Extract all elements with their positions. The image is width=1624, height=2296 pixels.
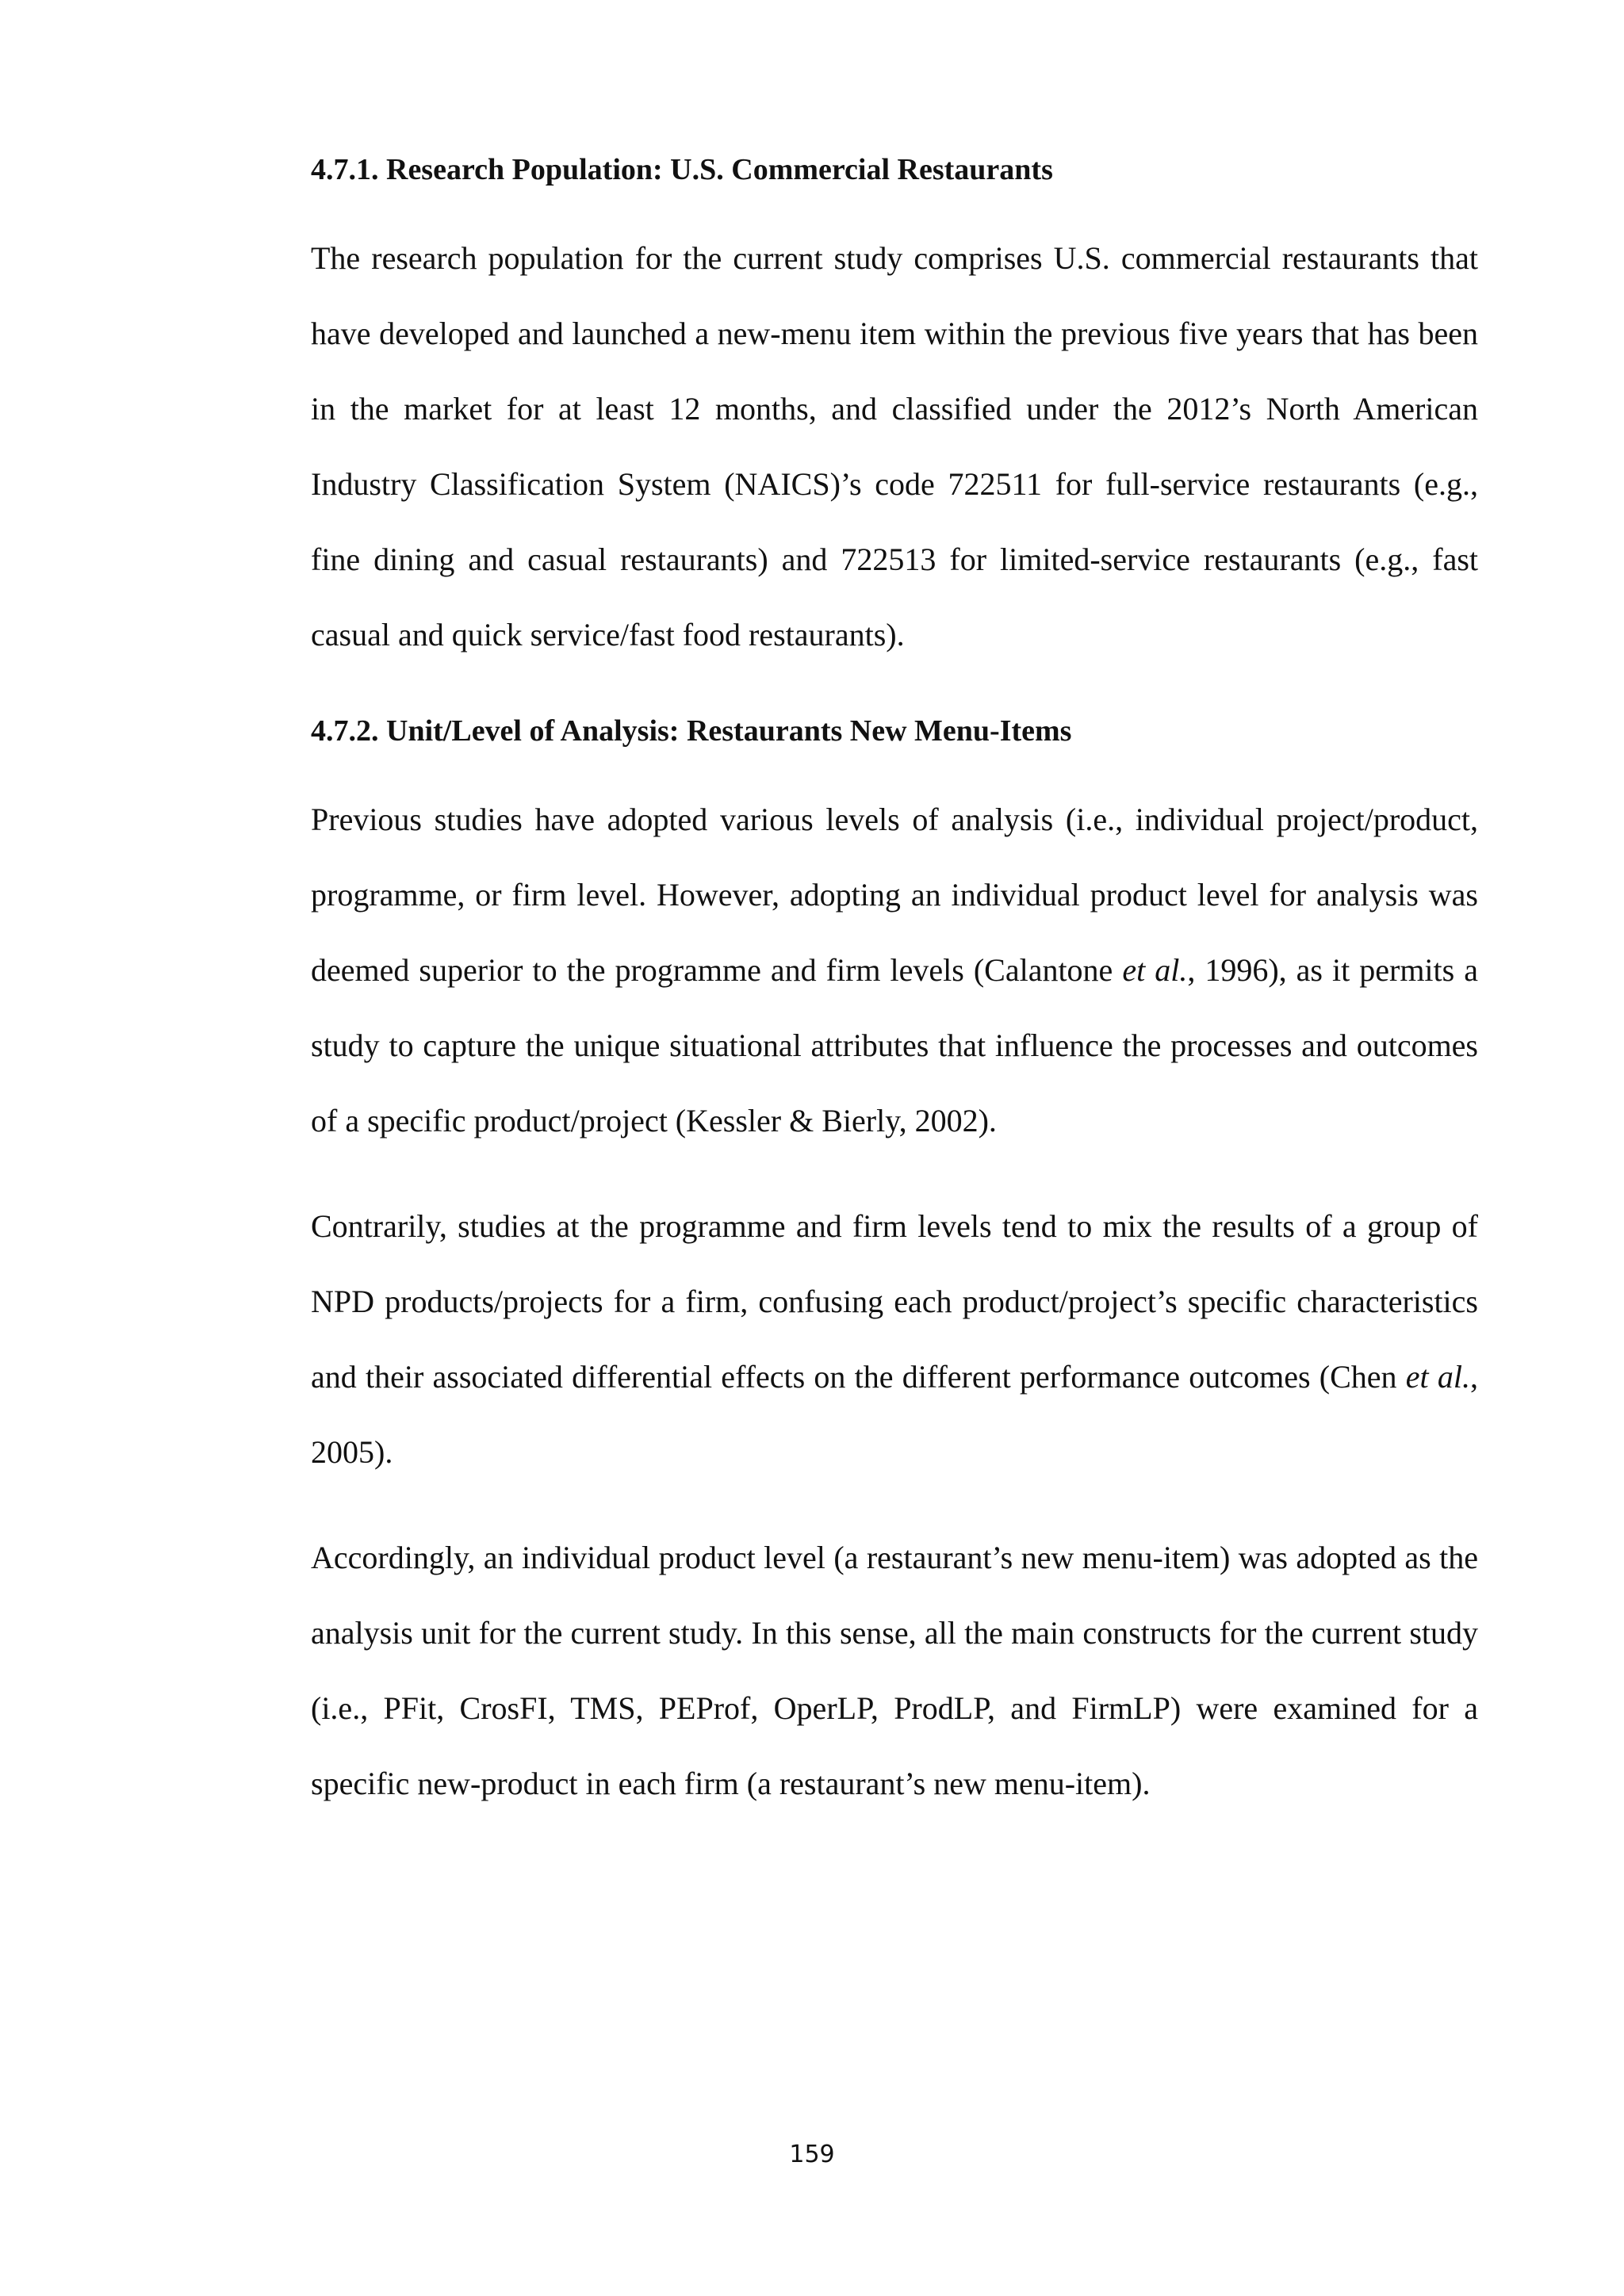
paragraph-text: Contrarily, studies at the programme and firm levels tend to mix the results of a group of NPD products/projects for a firm, confusing each product/project’s specific characteristics and their associated differential effects on the different performance outcomes (Chen bbox=[311, 1208, 1478, 1395]
page-number: 159 bbox=[789, 2141, 835, 2168]
section-heading-unit-of-analysis: 4.7.2. Unit/Level of Analysis: Restaurants New Menu-Items bbox=[311, 714, 1072, 748]
section-heading-research-population: 4.7.1. Research Population: U.S. Commercial Restaurants bbox=[311, 153, 1053, 186]
paragraph-analysis-unit: Accordingly, an individual product level (a restaurant’s new menu-item) was adopted as the analysis unit for the current study. In this sense, all the main constructs for the current study (i.e., PFit, CrosFI, TMS, PEProf, OperLP, ProdLP, and FirmLP) were examined for a specific new-product in each firm (a restaurant’s new menu-item). bbox=[311, 1540, 1478, 1801]
paragraph-levels-of-analysis bbox=[311, 782, 1478, 1158]
italic-citation: et al. bbox=[1405, 1359, 1470, 1395]
document-page bbox=[311, 151, 1478, 1821]
paragraph-text: , 2005). bbox=[311, 1359, 1478, 1470]
paragraph-programme-firm-levels bbox=[311, 1188, 1478, 1490]
italic-citation: et al. bbox=[1122, 952, 1188, 988]
paragraph-text: Previous studies have adopted various levels of analysis (i.e., individual project/product, programme, or firm level. However, adopting an individual product level for analysis was deemed superior to the programme and firm levels (Calantone bbox=[311, 802, 1478, 988]
paragraph-text: , 1996), as it permits a study to capture the unique situational attributes that influence the processes and outcomes of a specific product/project (Kessler & Bierly, 2002). bbox=[311, 952, 1478, 1138]
paragraph-research-population: The research population for the current study comprises U.S. commercial restaurants that have developed and launched a new-menu item within the previous five years that has been in the market for at least 12 months, and classified under the 2012’s North American Industry Classification System (NAICS)’s code 722511 for full-service restaurants (e.g., fine dining and casual restaurants) and 722513 for limited-service restaurants (e.g., fast casual and quick service/fast food restaurants). bbox=[311, 240, 1478, 652]
